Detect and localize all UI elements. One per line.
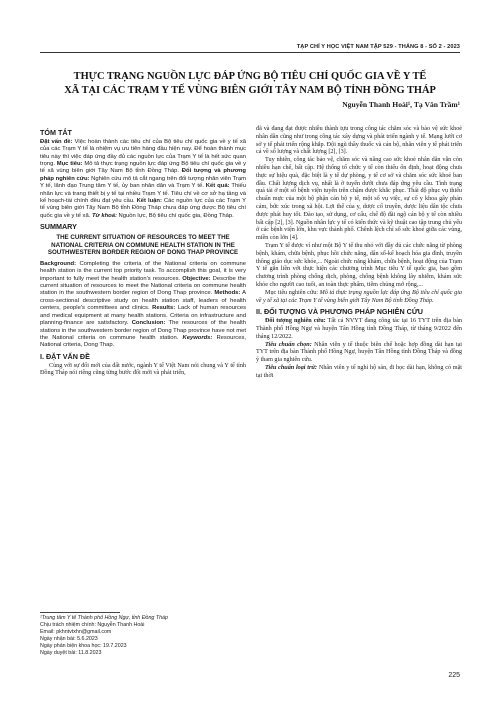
abstract-label: Từ khoá: — [91, 212, 117, 219]
article-title — [40, 70, 460, 98]
subject-text: Tất cả NVYT đang công tác tại 16 TYT trên địa bàn Thành phố Hồng Ngự và huyện Tân Hồng tỉnh Đồng Tháp, từ tháng 9/2022 đến tháng 12/2022. — [256, 318, 462, 340]
body-paragraph: Tuy nhiên, công tác bảo vệ, chăm sóc và nâng cao sức khoẻ nhân dân vẫn còn nhiều hạn chế, bất cập. Hệ thống tổ chức y tế còn thiếu ổn định, hoạt động chưa thực sự hiệu quả, đặc biệt là y tế dự phòng, y tế cơ sở và chăm sóc sức khoẻ ban đầu. Chất lượng dịch vụ, nhất là ở tuyến dưới chưa đáp ứng yêu cầu. Tình trạng quá tải ở một số bệnh viện tuyến trên chậm được khắc phục. Thái độ phục vụ thiếu chuẩn mực của một bộ phận cán bộ y tế, một số vụ việc, sự cố y khoa gây phản cảm, bức xúc trong xã hội. Lợi thế của y, dược cổ truyền, dược liệu dân tộc chưa được phát huy tốt. Đào tạo, sử dụng, cơ cấu, chế độ đãi ngộ cán bộ y tế còn nhiều bất cập [2], [3]. Nguồn nhân lực y tế có kiến thức và kỹ thuật cao tập trung chủ yếu ở các bệnh viện lớn, khu vực thành phố. Chênh lệch chỉ số sức khoẻ giữa các vùng, miền còn lớn [4]. — [256, 157, 462, 242]
abstract-label: Keywords: — [182, 334, 213, 341]
abstract-text: Lack of human resources and medical equipment at many health stations. Criteria on infrastructure and planning-finance are satisfactory. — [40, 305, 247, 327]
abstract-label: Đối tượng và phương pháp nghiên cứu: — [40, 168, 247, 182]
abstract-text: Describe the current situation of resources to meet the National criteria on commune health station in the southwestern border region of Dong Thap province. — [40, 275, 246, 297]
abstract-text: Nguồn lực, Bộ tiêu chí quốc gia, Đồng Tháp. — [116, 212, 234, 219]
left-column — [40, 126, 246, 378]
footnote-corresponding: Chịu trách nhiệm chính: Nguyễn Thanh Hoài — [40, 622, 145, 628]
abstract-label: Results: — [152, 305, 176, 312]
objective-paragraph — [256, 290, 462, 306]
footnote-rule — [40, 612, 120, 613]
footnote-reviewed: Ngày phản biện khoa học: 19.7.2023 — [40, 643, 127, 649]
header-rule — [40, 52, 460, 53]
exclusion-label: Tiêu chuẩn loại trừ: — [265, 364, 318, 371]
exclusion-text: Nhân viên y tế nghỉ hộ sản, đi học dài hạn, không có mặt tại thời — [256, 364, 463, 379]
abstract-text: Nghiên cứu mô tả cắt ngang trên đối tượng nhân viên Trạm Y tế, lãnh đạo Trung tâm Y tế, ủy ban nhân dân và Trạm Y tế. — [40, 175, 247, 190]
vietnamese-abstract — [40, 139, 246, 220]
abstract-text: The resources of the health stations in the southwestern border region of Dong Thap province have not met the National criteria on commune health station. — [40, 320, 246, 341]
footnote-accepted: Ngày duyệt bài: 11.8.2023 — [40, 650, 102, 656]
section-2-heading: II. ĐỐI TƯỢNG VÀ PHƯƠNG PHÁP NGHIÊN CỨU — [256, 307, 423, 317]
abstract-label: Objective: — [182, 275, 211, 282]
abstract-label: Đặt vấn đề: — [40, 138, 73, 145]
abstract-text: A cross-sectional descriptive study on health station staff, leaders of health centers, people's committees and clinics. — [40, 290, 246, 312]
subject-label: Đối tượng nghiên cứu: — [265, 318, 326, 325]
abstract-text: Việc hoàn thành các tiêu chí của Bộ tiêu chí quốc gia về y tế xã của các Trạm Y tế là nhiệm vụ ưu tiên hàng đầu hiện nay. Để hoàn thành mục tiêu này thì việc đáp ứng đầy đủ các nguồn lực của Trạm Y tế là hết sức quan trọng. — [40, 138, 247, 168]
title-line-1: THỰC TRẠNG NGUỒN LỰC ĐÁP ỨNG BỘ TIÊU CHÍ QUỐC GIA VỀ Y TẾ — [73, 71, 427, 82]
authors: Nguyễn Thanh Hoài¹, Tạ Văn Trầm¹ — [342, 100, 460, 109]
footnote-received: Ngày nhận bài: 5.6.2023 — [40, 636, 98, 642]
tomtat-heading: TÓM TẮT — [40, 128, 72, 137]
objective-text: Mô tả thực trạng nguồn lực đáp ứng Bộ tiêu chí quốc gia về y tế xã tại các Trạm Y tế vùng biên giới Tây Nam Bộ tỉnh Đồng Tháp. — [256, 289, 462, 304]
abstract-label: Mục tiêu: — [56, 161, 83, 168]
abstract-text: Các nguồn lực của các Trạm Y tế vùng biên giới Tây Nam Bộ tỉnh Đồng Tháp chưa đáp ứng được Bộ tiêu chí quốc gia về y tế xã. — [40, 198, 247, 219]
inclusion-label: Tiêu chuẩn chọn: — [265, 341, 312, 348]
title-line-2: XÃ TẠI CÁC TRẠM Y TẾ VÙNG BIÊN GIỚI TÂY NAM BỘ TỈNH ĐỒNG THÁP — [64, 85, 436, 96]
abstract-label: Kết luận: — [136, 198, 162, 205]
objective-label: Mục tiêu nghiên cứu: — [265, 289, 319, 296]
abstract-text: Mô tả thực trạng nguồn lực đáp ứng Bộ tiêu chí quốc gia về y tế xã vùng biên giới Tây Nam Bộ tỉnh Đồng Tháp. — [40, 161, 246, 175]
body-paragraph — [256, 318, 462, 341]
abstract-label: Conclusion: — [131, 320, 166, 327]
abstract-text: Resources, National criteria, Dong Thap. — [40, 334, 247, 349]
abstract-text: Thiếu nhân lực và trang thiết bị y tế tại nhiều Trạm Y tế. Tiêu chí về cơ sở hạ tầng và kế hoạch-tài chính đều đạt yêu cầu. — [40, 183, 247, 205]
abstract-label: Methods: — [214, 290, 241, 297]
abstract-label: Background: — [40, 260, 77, 267]
inclusion-text: Nhân viên y tế thuộc biên chế hoặc hợp đồng dài hạn tại TYT trên địa bàn Thành phố Hồng Ngự, huyện Tân Hồng tỉnh Đồng Tháp và đồng ý tham gia nghiên cứu. — [256, 341, 462, 364]
summary-title: THE CURRENT SITUATION OF RESOURCES TO MEET THE NATIONAL CRITERIA ON COMMUNE HEALTH STATION IN THE SOUTHWESTERN BORDER REGION OF DONG THAP PROVINCE — [47, 234, 239, 257]
footnote-affiliation: ¹Trung tâm Y tế Thành phố Hồng Ngự, tỉnh Đồng Tháp — [40, 615, 168, 621]
english-abstract — [40, 261, 246, 350]
summary-heading: SUMMARY — [40, 222, 77, 232]
section-1-paragraph: Cùng với sự đổi mới của đất nước, ngành Y tế Việt Nam nói chung và Y tế tỉnh Đồng Tháp nói riêng cũng từng bước đổi mới và phát triển, — [40, 362, 246, 377]
journal-header: TẠP CHÍ Y HỌC VIỆT NAM TẬP 529 - THÁNG 8 - SỐ 2 - 2023 — [296, 44, 460, 50]
footnotes — [40, 612, 246, 657]
abstract-label: Kết quả: — [205, 183, 230, 190]
page-number: 225 — [448, 672, 460, 679]
body-paragraph: đã và đang đạt được nhiều thành tựu trong công tác chăm sóc và bảo vệ sức khoẻ nhân dân cũng như trong công tác xây dựng và phát triển ngành y tế. Mạng lưới cơ sở y tế phát triển rộng khắp. Đội ngũ thầy thuốc và cán bộ, nhân viên y tế phát triển cả về số lượng và chất lượng [2], [3]. — [256, 126, 462, 156]
body-paragraph: Trạm Y tế được ví như một Bộ Y tế thu nhỏ với đầy đủ các chức năng từ phòng bệnh, khám, chữa bệnh, phục hồi chức năng, dân số-kế hoạch hóa gia đình, truyền thông giáo dục sức khỏe,... Ngoài chức năng khám, chữa bệnh, hoạt động của Trạm Y tế gắn liền với thực hiện các chương trình Mục tiêu Y tế quốc gia, bao gồm chương trình phòng chống dịch, phòng, chống bệnh không lây nhiễm, khám sức khỏe cho người cao tuổi, an toàn thực phẩm, tiêm chủng mở rộng,... — [256, 242, 462, 288]
abstract-text: Completing the criteria of the National criteria on commune health station is the current top priority task. To accomplish this goal, it is very important to fully meet the health station's resources. — [40, 260, 246, 282]
body-paragraph — [256, 342, 462, 365]
section-1-heading: I. ĐẶT VẤN ĐỀ — [40, 351, 90, 361]
body-paragraph — [256, 365, 462, 381]
footnote-email: Email: pkhntvtxhn@gmail.com — [40, 629, 112, 635]
right-column — [256, 126, 462, 381]
